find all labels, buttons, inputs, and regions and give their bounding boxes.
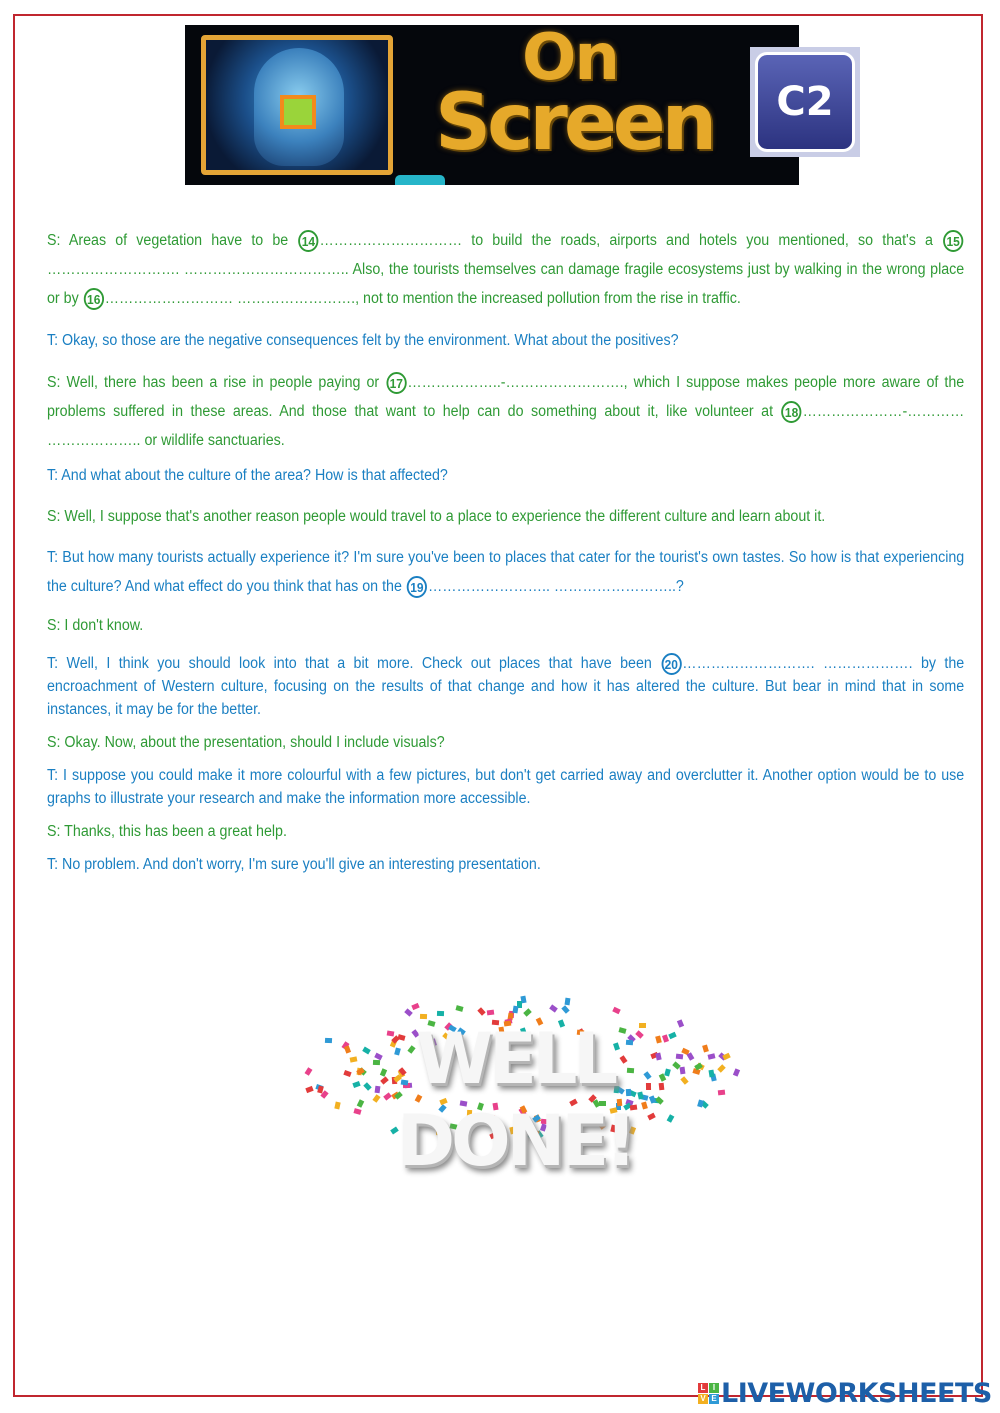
liveworksheets-logo[interactable] [698, 1378, 992, 1408]
question-number-19: 19 [407, 576, 427, 598]
dialogue-text-segment: S: Well, I suppose that's another reason people would travel to a place to experience the different culture and learn about it. [47, 508, 826, 525]
student-line [47, 731, 964, 754]
chip-icon [280, 95, 316, 129]
confetti-piece [411, 1003, 419, 1010]
on-screen-banner [185, 25, 799, 185]
level-badge [750, 47, 860, 157]
dialogue-text-segment: T: And what about the culture of the area? How is that affected? [47, 467, 448, 484]
dialogue-text-segment: S: Areas of vegetation have to be [47, 232, 298, 249]
liveworksheets-mark-icon [698, 1383, 719, 1404]
question-number-18: 18 [781, 401, 801, 423]
question-number-15: 15 [943, 230, 963, 252]
dialogue-text-segment: T: I suppose you could make it more colourful with a few pictures, but don't get carried away and overclutter it. Another option would be to use graphs to illustrate your research and make the information more accessible. [47, 767, 965, 807]
confetti-piece [613, 1007, 621, 1015]
dialogue-text-segment: T: Okay, so those are the negative consequences felt by the environment. What about the positives? [47, 332, 679, 349]
dialogue-text-segment: …………………-………… ……………….. or wildlife sanctuaries. [47, 403, 965, 449]
dialogue-text-segment: ………………………. …………………………….. Also, the tourists themselves can damage fragile ecosystems just by walking in the wrong place or by [47, 261, 965, 307]
level-label: C2 [755, 52, 855, 152]
student-line [47, 368, 964, 455]
teacher-line [47, 543, 964, 601]
dialogue-text-segment: T: No problem. And don't worry, I'm sure you'll give an interesting presentation. [47, 856, 541, 873]
dialogue-text-segment: ……………………… ……………………., not to mention the increased pollution from the rise in traffic. [104, 290, 741, 307]
dialogue-text [47, 226, 964, 876]
teacher-line [47, 461, 964, 490]
teacher-line [47, 652, 964, 721]
question-number-16: 16 [84, 288, 104, 310]
well-done-text: WELL DONE! [397, 1018, 633, 1182]
dialogue-text-segment: ………………………… to build the roads, airports and hotels you mentioned, so that's a [319, 232, 943, 249]
logo-line-on: On [522, 25, 618, 95]
dialogue-text-segment: S: Okay. Now, about the presentation, should I include visuals? [47, 734, 445, 751]
on-screen-logo [435, 25, 714, 168]
question-number-17: 17 [386, 372, 406, 394]
student-line [47, 226, 964, 313]
brain-chip-icon [201, 35, 393, 175]
confetti-piece [477, 1007, 485, 1016]
confetti-piece [404, 1008, 413, 1016]
confetti-piece [549, 1005, 558, 1013]
confetti-piece [561, 1005, 569, 1014]
student-line [47, 502, 964, 531]
confetti-piece [524, 1008, 533, 1016]
dialogue-text-segment: S: I don't know. [47, 617, 144, 634]
teacher-line [47, 853, 964, 876]
dialogue-text-segment: …………………….. ……………………..? [427, 578, 684, 595]
question-number-14: 14 [298, 230, 318, 252]
dialogue-text-segment: S: Thanks, this has been a great help. [47, 823, 287, 840]
confetti-piece [437, 1010, 444, 1015]
student-line [47, 820, 964, 843]
dialogue-text-segment: T: Well, I think you should look into that a bit more. Check out places that have been [47, 655, 661, 672]
well-done-image [290, 990, 740, 1182]
confetti-piece [564, 998, 570, 1006]
dialogue-text-segment: S: Well, there has been a rise in people paying or [47, 374, 386, 391]
logo-mark-letter: L [698, 1383, 708, 1393]
logo-mark-letter: E [709, 1394, 719, 1404]
confetti-piece [486, 1010, 494, 1016]
confetti-piece [513, 1006, 519, 1014]
confetti-piece [455, 1005, 463, 1012]
question-number-20: 20 [661, 653, 681, 675]
student-line [47, 611, 964, 640]
dialogue-text-segment: ………………………. ………………. by the encroachment of Western culture, focusing on the results of that change and how it has altered the culture. But bear in mind that in some instances, it may be for the better. [47, 655, 965, 718]
banner-accent [395, 175, 445, 185]
teacher-line [47, 326, 964, 355]
dialogue-text-segment: T: But how many tourists actually experience it? I'm sure you've been to places that cater for the tourist's own tastes. So how is that experiencing the culture? And what effect do you think that has on the [47, 549, 965, 595]
dialogue-text-segment: ………………..-……………………., which I suppose makes people more aware of the problems suffered in these areas. And those that want to help can do something about it, like volunteer at [47, 374, 965, 420]
logo-mark-letter: I [709, 1383, 719, 1393]
teacher-line [47, 764, 964, 810]
logo-mark-letter: V [698, 1394, 708, 1404]
logo-line-screen: Screen [435, 77, 714, 168]
liveworksheets-text: LIVEWORKSHEETS [721, 1377, 992, 1409]
